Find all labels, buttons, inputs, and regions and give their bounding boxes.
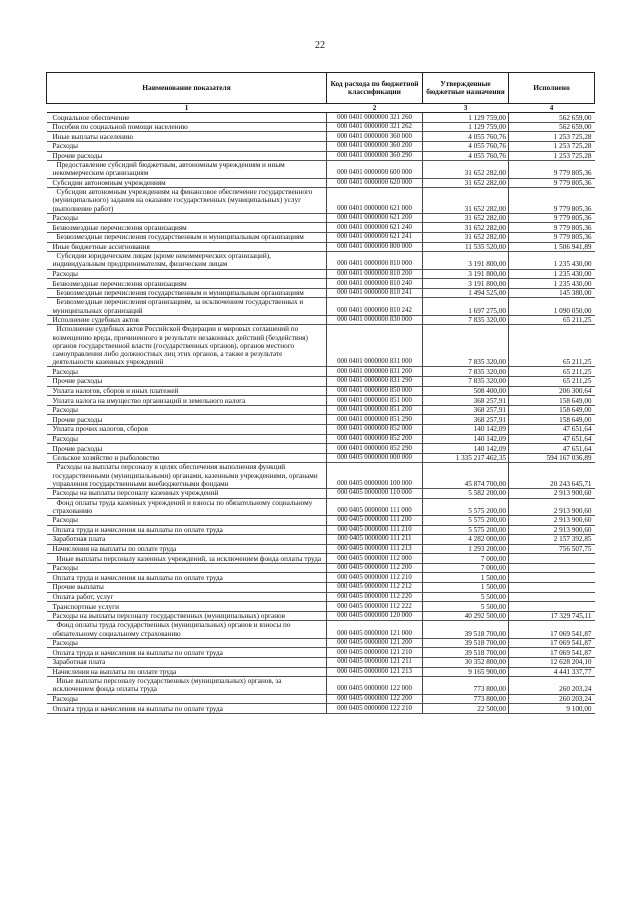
row-approved: 5 500,00 — [423, 592, 509, 602]
table-row — [47, 178, 595, 188]
row-executed: 17 069 541,87 — [509, 638, 595, 648]
row-approved: 3 191 800,00 — [423, 252, 509, 269]
row-approved: 7 835 320,00 — [423, 315, 509, 325]
row-name: Уплата прочих налогов, сборов — [47, 424, 327, 434]
row-code: 000 0405 0000000 112 000 — [327, 554, 423, 564]
row-code: 000 0401 0000000 852 200 — [327, 434, 423, 444]
row-executed: 1 235 430,00 — [509, 252, 595, 269]
row-code: 000 0401 0000000 360 000 — [327, 132, 423, 142]
row-code: 000 0405 0000000 120 000 — [327, 611, 423, 621]
row-approved: 45 874 700,00 — [423, 463, 509, 489]
row-approved: 140 142,09 — [423, 434, 509, 444]
row-approved: 5 500,00 — [423, 602, 509, 612]
row-executed: 17 069 541,87 — [509, 621, 595, 638]
row-code: 000 0401 0000000 831 200 — [327, 367, 423, 377]
table-row — [47, 188, 595, 214]
row-executed: 562 659,00 — [509, 122, 595, 132]
column-number-2: 2 — [327, 104, 423, 113]
row-executed: 206 300,64 — [509, 386, 595, 396]
row-code: 000 0401 0000000 852 000 — [327, 424, 423, 434]
row-name: Оплата работ, услуг — [47, 592, 327, 602]
row-code: 000 0401 0000000 851 000 — [327, 396, 423, 406]
table-row — [47, 694, 595, 704]
row-approved: 31 652 282,00 — [423, 232, 509, 242]
row-executed: 1 253 725,28 — [509, 132, 595, 142]
table-row — [47, 415, 595, 425]
row-approved: 368 257,91 — [423, 415, 509, 425]
table-row — [47, 376, 595, 386]
table-row — [47, 269, 595, 279]
row-executed — [509, 602, 595, 612]
row-executed: 9 779 805,36 — [509, 178, 595, 188]
row-name: Начисления на выплаты по оплате труда — [47, 544, 327, 554]
row-code: 000 0401 0000000 600 000 — [327, 161, 423, 178]
row-approved: 368 257,91 — [423, 405, 509, 415]
row-approved: 5 575 200,00 — [423, 515, 509, 525]
row-name: Субсидии автономным учреждениям — [47, 178, 327, 188]
row-name: Субсидии автономным учреждениям на финансовое обеспечение государственного (муниципального) задания на оказание государственных (муниципальных) услуг (выполнение работ) — [47, 188, 327, 214]
row-executed: 12 628 204,10 — [509, 658, 595, 668]
header-indicator-name: Наименование показателя — [47, 73, 327, 104]
table-row — [47, 213, 595, 223]
row-code: 000 0401 0000000 852 290 — [327, 444, 423, 454]
table-row — [47, 563, 595, 573]
table-row — [47, 525, 595, 535]
header-approved: Утвержденные бюджетные назначения — [423, 73, 509, 104]
row-approved: 7 000,00 — [423, 554, 509, 564]
row-name: Прочие расходы — [47, 415, 327, 425]
table-row — [47, 367, 595, 377]
row-executed: 1 506 941,89 — [509, 242, 595, 252]
row-executed: 2 913 900,60 — [509, 488, 595, 498]
row-executed: 9 779 805,36 — [509, 161, 595, 178]
row-name: Оплата труда и начисления на выплаты по оплате труда — [47, 573, 327, 583]
row-name: Заработная плата — [47, 658, 327, 668]
table-row — [47, 677, 595, 694]
column-number-3: 3 — [423, 104, 509, 113]
row-code: 000 0405 0000000 111 000 — [327, 498, 423, 515]
table-row — [47, 405, 595, 415]
row-approved: 31 652 282,00 — [423, 223, 509, 233]
row-code: 000 0405 0000000 121 210 — [327, 648, 423, 658]
table-row — [47, 122, 595, 132]
row-code: 000 0405 0000000 112 212 — [327, 583, 423, 593]
row-code: 000 0401 0000000 810 200 — [327, 269, 423, 279]
table-row — [47, 583, 595, 593]
row-code: 000 0405 0000000 121 211 — [327, 658, 423, 668]
row-executed: 2 157 392,85 — [509, 535, 595, 545]
table-row — [47, 132, 595, 142]
row-code: 000 0405 0000000 121 000 — [327, 621, 423, 638]
row-name: Расходы — [47, 694, 327, 704]
row-code: 000 0401 0000000 621 200 — [327, 213, 423, 223]
row-name: Фонд оплаты труда казенных учреждений и взносы по обязательному социальному страхованию — [47, 498, 327, 515]
row-approved: 1 129 759,00 — [423, 122, 509, 132]
row-executed: 65 211,25 — [509, 325, 595, 367]
row-name: Заработная плата — [47, 535, 327, 545]
row-executed: 65 211,25 — [509, 376, 595, 386]
row-executed — [509, 563, 595, 573]
row-approved: 3 191 800,00 — [423, 279, 509, 289]
row-approved: 30 352 800,00 — [423, 658, 509, 668]
row-name: Фонд оплаты труда государственных (муниципальных) органов и взносы по обязательному социальному страхованию — [47, 621, 327, 638]
row-approved: 140 142,09 — [423, 424, 509, 434]
row-approved: 773 800,00 — [423, 694, 509, 704]
table-row — [47, 658, 595, 668]
table-row — [47, 298, 595, 315]
row-approved: 1 500,00 — [423, 583, 509, 593]
row-executed: 158 649,00 — [509, 396, 595, 406]
table-row — [47, 611, 595, 621]
row-executed: 756 507,75 — [509, 544, 595, 554]
row-code: 000 0401 0000000 360 200 — [327, 141, 423, 151]
table-header-row — [47, 73, 595, 104]
row-executed: 47 651,64 — [509, 424, 595, 434]
row-code: 000 0405 0000000 122 210 — [327, 704, 423, 714]
row-executed: 1 253 725,28 — [509, 151, 595, 161]
row-name: Расходы — [47, 638, 327, 648]
table-row — [47, 573, 595, 583]
row-approved: 7 835 320,00 — [423, 367, 509, 377]
row-approved: 40 292 500,00 — [423, 611, 509, 621]
row-code: 000 0405 0000000 122 000 — [327, 677, 423, 694]
table-row — [47, 223, 595, 233]
row-name: Иные бюджетные ассигнования — [47, 242, 327, 252]
row-approved: 773 800,00 — [423, 677, 509, 694]
row-executed: 65 211,25 — [509, 315, 595, 325]
row-code: 000 0405 0000000 100 000 — [327, 463, 423, 489]
row-executed: 9 779 805,36 — [509, 223, 595, 233]
row-name: Субсидии юридическим лицам (кроме некоммерческих организаций), индивидуальным предпринимателям, физическим лицам — [47, 252, 327, 269]
row-executed — [509, 583, 595, 593]
row-code: 000 0405 0000000 112 220 — [327, 592, 423, 602]
row-executed — [509, 592, 595, 602]
row-name: Прочие расходы — [47, 376, 327, 386]
row-code: 000 0405 0000000 111 210 — [327, 525, 423, 535]
page-number: 22 — [315, 40, 325, 51]
row-approved: 4 055 760,76 — [423, 151, 509, 161]
row-approved: 1 697 275,00 — [423, 298, 509, 315]
row-executed: 260 203,24 — [509, 694, 595, 704]
table-row — [47, 232, 595, 242]
table-row — [47, 252, 595, 269]
row-code: 000 0401 0000000 810 240 — [327, 279, 423, 289]
table-row — [47, 667, 595, 677]
table-row — [47, 648, 595, 658]
table-row — [47, 444, 595, 454]
row-approved: 7 000,00 — [423, 563, 509, 573]
row-code: 000 0405 0000000 112 222 — [327, 602, 423, 612]
row-code: 000 0401 0000000 810 242 — [327, 298, 423, 315]
row-approved: 5 582 200,00 — [423, 488, 509, 498]
row-code: 000 0401 0000000 831 290 — [327, 376, 423, 386]
row-approved: 508 400,00 — [423, 386, 509, 396]
table-row — [47, 151, 595, 161]
table-row — [47, 554, 595, 564]
row-approved: 368 257,91 — [423, 396, 509, 406]
table-row — [47, 242, 595, 252]
row-executed: 65 211,25 — [509, 367, 595, 377]
row-executed: 9 779 805,36 — [509, 188, 595, 214]
table-row — [47, 288, 595, 298]
row-code: 000 0401 0000000 851 200 — [327, 405, 423, 415]
column-number-4: 4 — [509, 104, 595, 113]
row-code: 000 0401 0000000 850 000 — [327, 386, 423, 396]
row-code: 000 0401 0000000 810 241 — [327, 288, 423, 298]
table-row — [47, 279, 595, 289]
row-name: Расходы — [47, 515, 327, 525]
table-row — [47, 396, 595, 406]
row-approved: 5 575 200,00 — [423, 525, 509, 535]
row-code: 000 0401 0000000 621 000 — [327, 188, 423, 214]
row-code: 000 0401 0000000 800 000 — [327, 242, 423, 252]
row-approved: 7 835 320,00 — [423, 376, 509, 386]
row-executed: 562 659,00 — [509, 113, 595, 123]
row-executed: 17 329 745,11 — [509, 611, 595, 621]
row-approved: 7 835 320,00 — [423, 325, 509, 367]
row-name: Пособия по социальной помощи населению — [47, 122, 327, 132]
table-row — [47, 592, 595, 602]
row-name: Оплата труда и начисления на выплаты по оплате труда — [47, 525, 327, 535]
row-approved: 1 335 217 462,35 — [423, 453, 509, 463]
row-name: Оплата труда и начисления на выплаты по оплате труда — [47, 704, 327, 714]
table-row — [47, 544, 595, 554]
row-code: 000 0405 0000000 112 200 — [327, 563, 423, 573]
row-executed: 9 100,00 — [509, 704, 595, 714]
row-name: Безвозмездные перечисления государственным и муниципальным организациям — [47, 288, 327, 298]
row-approved: 31 652 282,00 — [423, 161, 509, 178]
row-name: Социальное обеспечение — [47, 113, 327, 123]
table-row — [47, 434, 595, 444]
row-approved: 22 500,00 — [423, 704, 509, 714]
row-name: Уплата налогов, сборов и иных платежей — [47, 386, 327, 396]
column-number-1: 1 — [47, 104, 327, 113]
row-name: Прочие выплаты — [47, 583, 327, 593]
row-executed: 1 090 050,00 — [509, 298, 595, 315]
table-row — [47, 638, 595, 648]
row-name: Расходы на выплаты персоналу государственных (муниципальных) органов — [47, 611, 327, 621]
row-name: Расходы на выплаты персоналу в целях обеспечения выполнения функций государственными (муниципальными) органами, казенными учреждениями, органами управления государственными внебюджетными фондами — [47, 463, 327, 489]
row-approved: 9 165 900,00 — [423, 667, 509, 677]
row-executed: 1 235 430,00 — [509, 269, 595, 279]
row-code: 000 0401 0000000 831 000 — [327, 325, 423, 367]
row-approved: 3 191 800,00 — [423, 269, 509, 279]
row-code: 000 0401 0000000 321 262 — [327, 122, 423, 132]
table-body — [47, 113, 595, 714]
row-executed: 145 380,00 — [509, 288, 595, 298]
table-row — [47, 602, 595, 612]
row-name: Уплата налога на имущество организаций и земельного налога — [47, 396, 327, 406]
row-approved: 1 129 759,00 — [423, 113, 509, 123]
row-name: Расходы на выплаты персоналу казенных учреждений — [47, 488, 327, 498]
row-code: 000 0401 0000000 621 241 — [327, 232, 423, 242]
row-executed: 158 649,00 — [509, 415, 595, 425]
row-executed: 47 651,64 — [509, 434, 595, 444]
row-code: 000 0401 0000000 830 000 — [327, 315, 423, 325]
row-name: Безвозмездные перечисления организациям, за исключением государственных и муниципальных организаций — [47, 298, 327, 315]
header-expense-code: Код расхода по бюджетной классификации — [327, 73, 423, 104]
row-name: Оплата труда и начисления на выплаты по оплате труда — [47, 648, 327, 658]
row-code: 000 0405 0000000 111 200 — [327, 515, 423, 525]
row-executed: 47 651,64 — [509, 444, 595, 454]
table-row — [47, 463, 595, 489]
row-approved: 5 575 200,00 — [423, 498, 509, 515]
budget-execution-table — [46, 72, 595, 714]
row-name: Расходы — [47, 141, 327, 151]
row-executed: 1 235 430,00 — [509, 279, 595, 289]
row-name: Иные выплаты населению — [47, 132, 327, 142]
row-name: Расходы — [47, 367, 327, 377]
row-name: Начисления на выплаты по оплате труда — [47, 667, 327, 677]
row-name: Сельское хозяйство и рыболовство — [47, 453, 327, 463]
row-code: 000 0405 0000000 121 213 — [327, 667, 423, 677]
table-row — [47, 498, 595, 515]
table-row — [47, 424, 595, 434]
row-approved: 39 518 700,00 — [423, 621, 509, 638]
row-name: Безвозмездные перечисления организациям — [47, 279, 327, 289]
header-executed: Исполнено — [509, 73, 595, 104]
row-executed: 9 779 805,36 — [509, 213, 595, 223]
row-approved: 11 535 520,00 — [423, 242, 509, 252]
table-row — [47, 386, 595, 396]
row-executed: 158 649,00 — [509, 405, 595, 415]
row-executed: 20 243 645,71 — [509, 463, 595, 489]
row-code: 000 0401 0000000 360 290 — [327, 151, 423, 161]
table-row — [47, 161, 595, 178]
table-row — [47, 515, 595, 525]
row-code: 000 0401 0000000 621 240 — [327, 223, 423, 233]
column-number-row — [47, 104, 595, 113]
row-name: Предоставление субсидий бюджетным, автономным учреждениям и иным некоммерческим организациям — [47, 161, 327, 178]
row-approved: 4 055 760,76 — [423, 141, 509, 151]
table-row — [47, 453, 595, 463]
row-executed: 2 913 900,60 — [509, 525, 595, 535]
row-executed — [509, 573, 595, 583]
row-approved: 31 652 282,00 — [423, 188, 509, 214]
row-name: Расходы — [47, 563, 327, 573]
table-row — [47, 488, 595, 498]
row-name: Расходы — [47, 434, 327, 444]
row-code: 000 0401 0000000 321 260 — [327, 113, 423, 123]
table-row — [47, 141, 595, 151]
row-approved: 31 652 282,00 — [423, 178, 509, 188]
row-executed: 9 779 805,36 — [509, 232, 595, 242]
row-approved: 39 518 700,00 — [423, 648, 509, 658]
row-executed: 2 913 900,60 — [509, 515, 595, 525]
row-name: Безвозмездные перечисления государственным и муниципальным организациям — [47, 232, 327, 242]
row-name: Исполнение судебных актов — [47, 315, 327, 325]
row-name: Безвозмездные перечисления организациям — [47, 223, 327, 233]
row-executed — [509, 554, 595, 564]
row-executed: 4 441 337,77 — [509, 667, 595, 677]
row-code: 000 0405 0000000 000 000 — [327, 453, 423, 463]
row-code: 000 0405 0000000 121 200 — [327, 638, 423, 648]
row-code: 000 0405 0000000 111 213 — [327, 544, 423, 554]
table-row — [47, 113, 595, 123]
row-approved: 4 282 000,00 — [423, 535, 509, 545]
row-executed: 17 069 541,87 — [509, 648, 595, 658]
row-executed: 260 203,24 — [509, 677, 595, 694]
row-name: Иные выплаты персоналу государственных (муниципальных) органов, за исключением фонда оплаты труда — [47, 677, 327, 694]
table-row — [47, 325, 595, 367]
row-name: Транспортные услуги — [47, 602, 327, 612]
row-code: 000 0405 0000000 122 200 — [327, 694, 423, 704]
row-name: Расходы — [47, 213, 327, 223]
row-name: Исполнение судебных актов Российской Федерации и мировых соглашений по возмещению вреда, причиненного в результате незаконных действий (бездействия) органов государственной власти (государственных органов), органов местного самоуправления либо должностных лиц этих органов, а также в результате деятельности казенных учреждений — [47, 325, 327, 367]
table-row — [47, 704, 595, 714]
row-code: 000 0405 0000000 110 000 — [327, 488, 423, 498]
row-approved: 140 142,09 — [423, 444, 509, 454]
row-approved: 39 518 700,00 — [423, 638, 509, 648]
row-code: 000 0401 0000000 810 000 — [327, 252, 423, 269]
row-code: 000 0401 0000000 851 290 — [327, 415, 423, 425]
table-row — [47, 315, 595, 325]
row-code: 000 0401 0000000 620 000 — [327, 178, 423, 188]
row-approved: 31 652 282,00 — [423, 213, 509, 223]
row-code: 000 0405 0000000 111 211 — [327, 535, 423, 545]
table-row — [47, 621, 595, 638]
row-approved: 1 500,00 — [423, 573, 509, 583]
row-name: Иные выплаты персоналу казенных учреждений, за исключением фонда оплаты труда — [47, 554, 327, 564]
row-executed: 594 167 036,89 — [509, 453, 595, 463]
row-name: Прочие расходы — [47, 151, 327, 161]
row-executed: 2 913 900,60 — [509, 498, 595, 515]
table-row — [47, 535, 595, 545]
row-approved: 1 494 525,00 — [423, 288, 509, 298]
row-approved: 4 055 760,76 — [423, 132, 509, 142]
row-name: Расходы — [47, 269, 327, 279]
row-code: 000 0405 0000000 112 210 — [327, 573, 423, 583]
row-approved: 1 293 200,00 — [423, 544, 509, 554]
row-name: Прочие расходы — [47, 444, 327, 454]
row-name: Расходы — [47, 405, 327, 415]
row-executed: 1 253 725,28 — [509, 141, 595, 151]
